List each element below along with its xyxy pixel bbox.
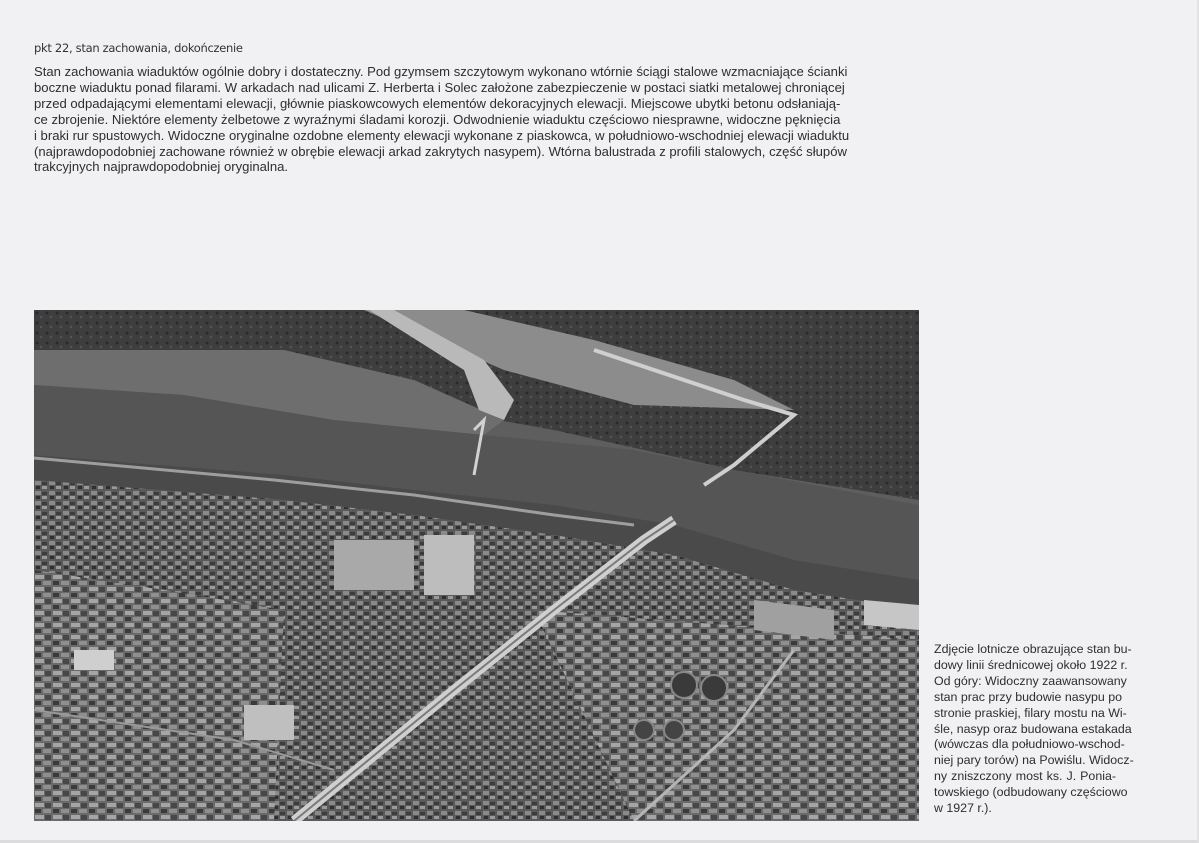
caption-line: stan prac przy budowie nasypu po [934,689,1123,704]
aerial-photograph [34,310,919,821]
caption-line: Zdjęcie lotnicze obrazujące stan bu- [934,642,1132,656]
caption-line: ny zniszczony most ks. J. Ponia- [934,769,1116,784]
body-line: i braki rur spustowych. Widoczne oryginalne ozdobne elementy elewacji wykonane z piaskowca, w południowo-wschodniej elewacji wiaduktu [34,127,850,143]
aerial-photo-illustration [34,310,919,821]
body-line: przed odpadającymi elementami elewacji, głównie piaskowcowych elementów dekoracyjnych elewacji. Miejscowe ubytki betonu odsłaniają- [34,95,841,111]
caption-line: dowy linii średnicowej około 1922 r. [934,657,1128,672]
caption-line: Od góry: Widoczny zaawansowany [934,673,1127,688]
body-line: ce zbrojenie. Niektóre elementy żelbetowe z wyraźnymi śladami korozji. Odwodnienie wiaduktu częściowo niesprawne, widoczne pęknięcia [34,111,841,127]
caption-line: w 1927 r.). [934,801,992,816]
photo-caption [934,642,1134,817]
caption-line: śle, nasyp oraz budowana estakada [934,721,1132,736]
body-line: Stan zachowania wiaduktów ogólnie dobry i dostateczny. Pod gzymsem szczytowym wykonano wtórnie ściągi stalowe wzmacniające ścianki [34,64,848,79]
caption-line: niej pary torów) na Powiślu. Widocz- [934,753,1134,768]
caption-line: stronie praskiej, filary mostu na Wi- [934,705,1127,720]
caption-line: towskiego (odbudowany częściowo [934,785,1128,800]
caption-line: (wówczas dla południowo-wschod- [934,737,1125,752]
body-line: trakcyjnych najprawdopodobniej oryginalna. [34,159,289,175]
section-header: pkt 22, stan zachowania, dokończenie [34,41,243,55]
body-line: boczne wiaduktu ponad filarami. W arkadach nad ulicami Z. Herberta i Solec założone zabezpieczenie w postaci siatki metalowej chroniącej [34,79,845,95]
body-line: (najprawdopodobniej zachowane również w obrębie elewacji arkad zakrytych nasypem). Wtórna balustrada z profili stalowych, część słupów [34,143,847,159]
body-paragraph [34,64,922,175]
